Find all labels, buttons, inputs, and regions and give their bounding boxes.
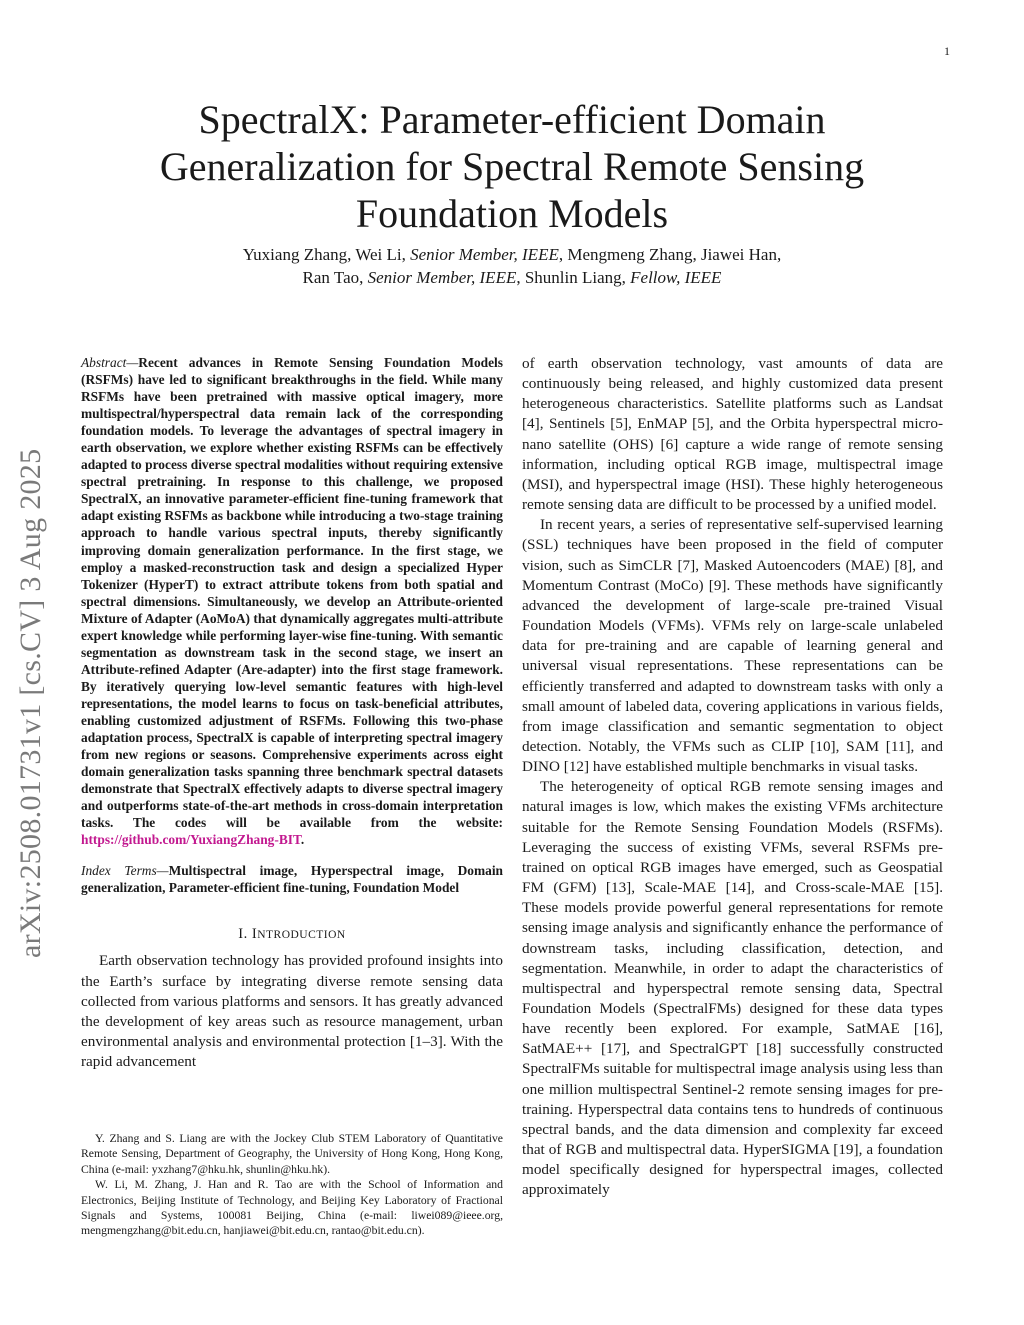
arxiv-identifier: arXiv:2508.01731v1 [cs.CV] 3 Aug 2025 xyxy=(14,448,47,958)
abstract-text: Recent advances in Remote Sensing Foundation Models (RSFMs) have led to significant breakthroughs in the field. While many RSFMs have been pretrained with massive optical imagery, more multispectral/hyperspectral data remain lack of the corresponding foundation models. To leverage the advantages of spectral imagery in earth observation, we explore whether existing RSFMs can be effectively adapted to process diverse spectral modalities without requiring extensive spectral pretraining. In response to this challenge, we proposed SpectralX, an innovative parameter-efficient fine-tuning framework that adapt existing RSFMs as backbone while introducing a two-stage training approach to handle various spectral inputs, thereby significantly improving domain generalization performance. In the first stage, we employ a masked-reconstruction task and design a specialized Hyper Tokenizer (HyperT) to extract attribute tokens from both spatial and spectral dimensions. Simultaneously, we develop an Attribute-oriented Mixture of Adapter (AoMoA) that dynamically aggregates multi-attribute expert knowledge while performing layer-wise fine-tuning. With semantic segmentation as downstream task in the second stage, we insert an Attribute-refined Adapter (Are-adapter) into the first stage framework. By iteratively querying low-level semantic features with high-level representations, the model learns to focus on task-beneficial attributes, enabling customized adjustment of RSFMs. Following this two-phase adaptation process, SpectralX is capable of interpreting spectral imagery from new regions or seasons. Comprehensive experiments across eight domain generalization tasks spanning three benchmark spectral datasets demonstrate that SpectralX effectively adapts to diverse spectral imagery and outperforms state-of-the-art methods in cross-domain interpretation tasks. The codes will be available from the website: xyxy=(81,355,503,831)
author-text: Yuxiang Zhang, Wei Li, xyxy=(242,245,411,264)
body-paragraph: The heterogeneity of optical RGB remote sensing images and natural images is low, which makes the existing VFMs architecture suitable for the Remote Sensing Foundation Models (RSFMs). Leveraging the success of existing VFMs, several RSFMs pre-trained on optical RGB images have emerged, such as Geospatial FM (GFM) [13], Scale-MAE [14], and Cross-scale-MAE [15]. These models provide powerful general representations for remote sensing image analysis and significantly enhance the performance of downstream tasks, including classification, detection, and segmentation. Meanwhile, in order to adapt the characteristics of multispectral and hyperspectral remote sensing data, Spectral Foundation Models (SpectralFMs) designed for these data types have recently been explored. For example, SatMAE [16], SatMAE++ [17], and SpectralGPT [18] successfully constructed SpectralFMs suitable for multispectral image analysis using less than one million multispectral Sentinel-2 remote sensing images for pre-training. Hyperspectral data contains tens to hundreds of continuous spectral bands, and the data dimension and complexity far exceed that of RGB and multispectral data. HyperSIGMA [19], a foundation model specifically designed for hyperspectral images, collected approximately xyxy=(522,778,943,1199)
abstract xyxy=(81,354,503,848)
index-terms-label: Index Terms— xyxy=(81,863,169,879)
section-rest: NTRODUCTION xyxy=(257,929,346,942)
abstract-end: . xyxy=(300,832,305,848)
section-number: I. xyxy=(238,926,252,943)
right-column xyxy=(522,354,943,1201)
author-list xyxy=(120,243,904,289)
author-text: , Mengmeng Zhang, Jiawei Han, xyxy=(558,245,782,264)
footnote: Y. Zhang and S. Liang are with the Jockey Club STEM Laboratory of Quantitative Remote Sensing, Department of Geography, the University of Hong Kong, Hong Kong, China (e-mail: yxzhang7@hku.hk, shunlin@hku.hk). xyxy=(81,1132,503,1176)
author-affiliation-title: Senior Member, IEEE xyxy=(410,245,559,264)
body-paragraph: of earth observation technology, vast amounts of data are continuously being released, and highly customized data present heterogeneous characteristics. Satellite platforms such as Landsat [4], Sentinels [5], EnMAP [5], and the Orbita hyperspectral micro-nano satellite (OHS) [6] capture a wide range of remote sensing information, including optical RGB image, multispectral image (MSI), and hyperspectral image (HSI). These highly heterogeneous remote sensing data are difficult to be processed by a unified model. xyxy=(522,355,943,514)
body-paragraph: In recent years, a series of representative self-supervised learning (SSL) techniques have been proposed in the field of computer vision, such as SimCLR [7], Masked Autoencoders (MAE) [8], and Momentum Contrast (MoCo) [9]. These methods have significantly advanced the development of large-scale pre-trained Visual Foundation Models (VFMs). VFMs rely on large-scale unlabeled data for pre-training and are capable of learning general and universal visual representations. These representations can be efficiently transferred and adapted to downstream tasks with only a small amount of labeled data, covering applications in various fields, from image classification and semantic segmentation to object detection. Notably, the VFMs such as CLIP [10], SAM [11], and DINO [12] have established multiple benchmarks in visual tasks. xyxy=(522,516,943,776)
footnote: W. Li, M. Zhang, J. Han and R. Tao are with the School of Information and Electronics, Beijing Institute of Technology, and Beijing Key Laboratory of Fractional Signals and Systems, 100081 Beijing, China (e-mail: liwei089@ieee.org, mengmengzhang@bit.edu.cn, hanjiawei@bit.edu.cn, rantao@bit.edu.cn). xyxy=(81,1178,503,1238)
footnotes xyxy=(81,1131,503,1239)
left-column xyxy=(81,354,503,1072)
author-line-1 xyxy=(120,243,904,266)
section-heading-introduction xyxy=(81,926,503,943)
author-line-2 xyxy=(120,266,904,289)
paper-title: SpectralX: Parameter-efficient Domain Generalization for Spectral Remote Sensing Foundation Models xyxy=(159,97,865,236)
page-number: 1 xyxy=(944,44,950,58)
body-paragraph: Earth observation technology has provided profound insights into the Earth’s surface by integrating diverse remote sensing data collected from various platforms and sensors. It has greatly advanced the development of key areas such as resource management, urban environmental analysis and environmental protection [1–3]. With the rapid advancement xyxy=(81,952,503,1071)
author-text: , Shunlin Liang, xyxy=(516,268,631,287)
index-terms-text: Multispectral image, Hyperspectral image, Domain generalization, Parameter-efficient fine-tuning, Foundation Model xyxy=(81,863,504,896)
section-initial: I xyxy=(251,926,258,943)
index-terms xyxy=(81,862,503,896)
author-affiliation-title: Fellow, IEEE xyxy=(630,268,722,287)
code-link[interactable]: https://github.com/YuxiangZhang-BIT xyxy=(81,832,301,848)
author-text: Ran Tao, xyxy=(302,268,368,287)
author-affiliation-title: Senior Member, IEEE xyxy=(367,268,517,287)
abstract-label: Abstract— xyxy=(81,355,139,370)
